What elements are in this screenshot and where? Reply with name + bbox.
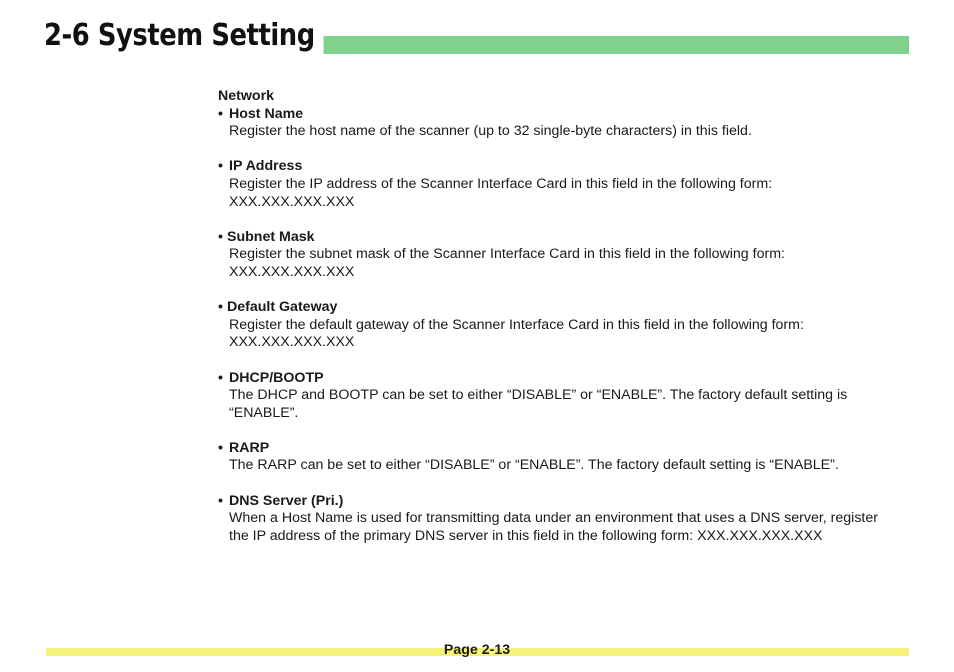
content-area [218, 88, 908, 563]
item-dhcp-bootp [218, 370, 908, 423]
item-label: DNS Server (Pri.) [229, 492, 344, 509]
page-number-label: Page 2-13 [443, 642, 511, 658]
item-label: RARP [229, 439, 270, 456]
item-description [218, 246, 908, 281]
item-label: Subnet Mask [227, 228, 315, 245]
bullet-icon: • [218, 158, 223, 175]
item-heading [218, 493, 908, 511]
item-label: IP Address [229, 158, 303, 175]
item-dns-server-pri [218, 493, 908, 546]
item-default-gateway [218, 299, 908, 352]
description-line: The RARP can be set to either “DISABLE” or “ENABLE”. The factory default setting is “ENABLE”. [229, 457, 839, 474]
item-heading [218, 106, 908, 124]
item-heading [218, 440, 908, 458]
item-description [218, 123, 908, 141]
description-line: Register the subnet mask of the Scanner Interface Card in this field in the following form: [229, 246, 785, 263]
description-line: XXX.XXX.XXX.XXX [229, 193, 355, 210]
bullet-icon: • [218, 369, 223, 386]
item-heading [218, 299, 908, 317]
item-description [218, 387, 908, 422]
item-label: DHCP/BOOTP [229, 369, 324, 386]
item-heading [218, 158, 908, 176]
description-line: Register the default gateway of the Scanner Interface Card in this field in the following form: [229, 316, 804, 333]
page-number [0, 641, 954, 659]
bullet-icon: • [218, 228, 223, 245]
item-description [218, 457, 908, 475]
description-line: XXX.XXX.XXX.XXX [229, 263, 355, 280]
section-title: Network [218, 88, 274, 104]
item-rarp [218, 440, 908, 475]
description-line: Register the IP address of the Scanner Interface Card in this field in the following form: [229, 175, 773, 192]
item-label: Default Gateway [227, 299, 338, 316]
description-line: Register the host name of the scanner (up to 32 single-byte characters) in this field. [229, 123, 752, 140]
bullet-icon: • [218, 299, 223, 316]
item-heading [218, 229, 908, 247]
item-description [218, 317, 908, 352]
description-line: XXX.XXX.XXX.XXX [229, 334, 355, 351]
item-description [218, 176, 908, 211]
description-line: “ENABLE”. [229, 404, 299, 421]
item-label: Host Name [229, 105, 304, 122]
bullet-icon: • [218, 439, 223, 456]
item-ip-address [218, 158, 908, 211]
description-line: The DHCP and BOOTP can be set to either “DISABLE” or “ENABLE”. The factory default setting is [229, 387, 848, 404]
page-title: 2-6 System Setting [44, 14, 323, 58]
item-subnet-mask [218, 229, 908, 282]
bullet-icon: • [218, 492, 223, 509]
item-description [218, 510, 908, 545]
item-heading [218, 370, 908, 388]
description-line: When a Host Name is used for transmitting data under an environment that uses a DNS server, register [229, 510, 878, 527]
description-line: the IP address of the primary DNS server in this field in the following form: XXX.XXX.XXX.XXX [229, 527, 823, 544]
bullet-icon: • [218, 105, 223, 122]
item-host-name [218, 106, 908, 141]
